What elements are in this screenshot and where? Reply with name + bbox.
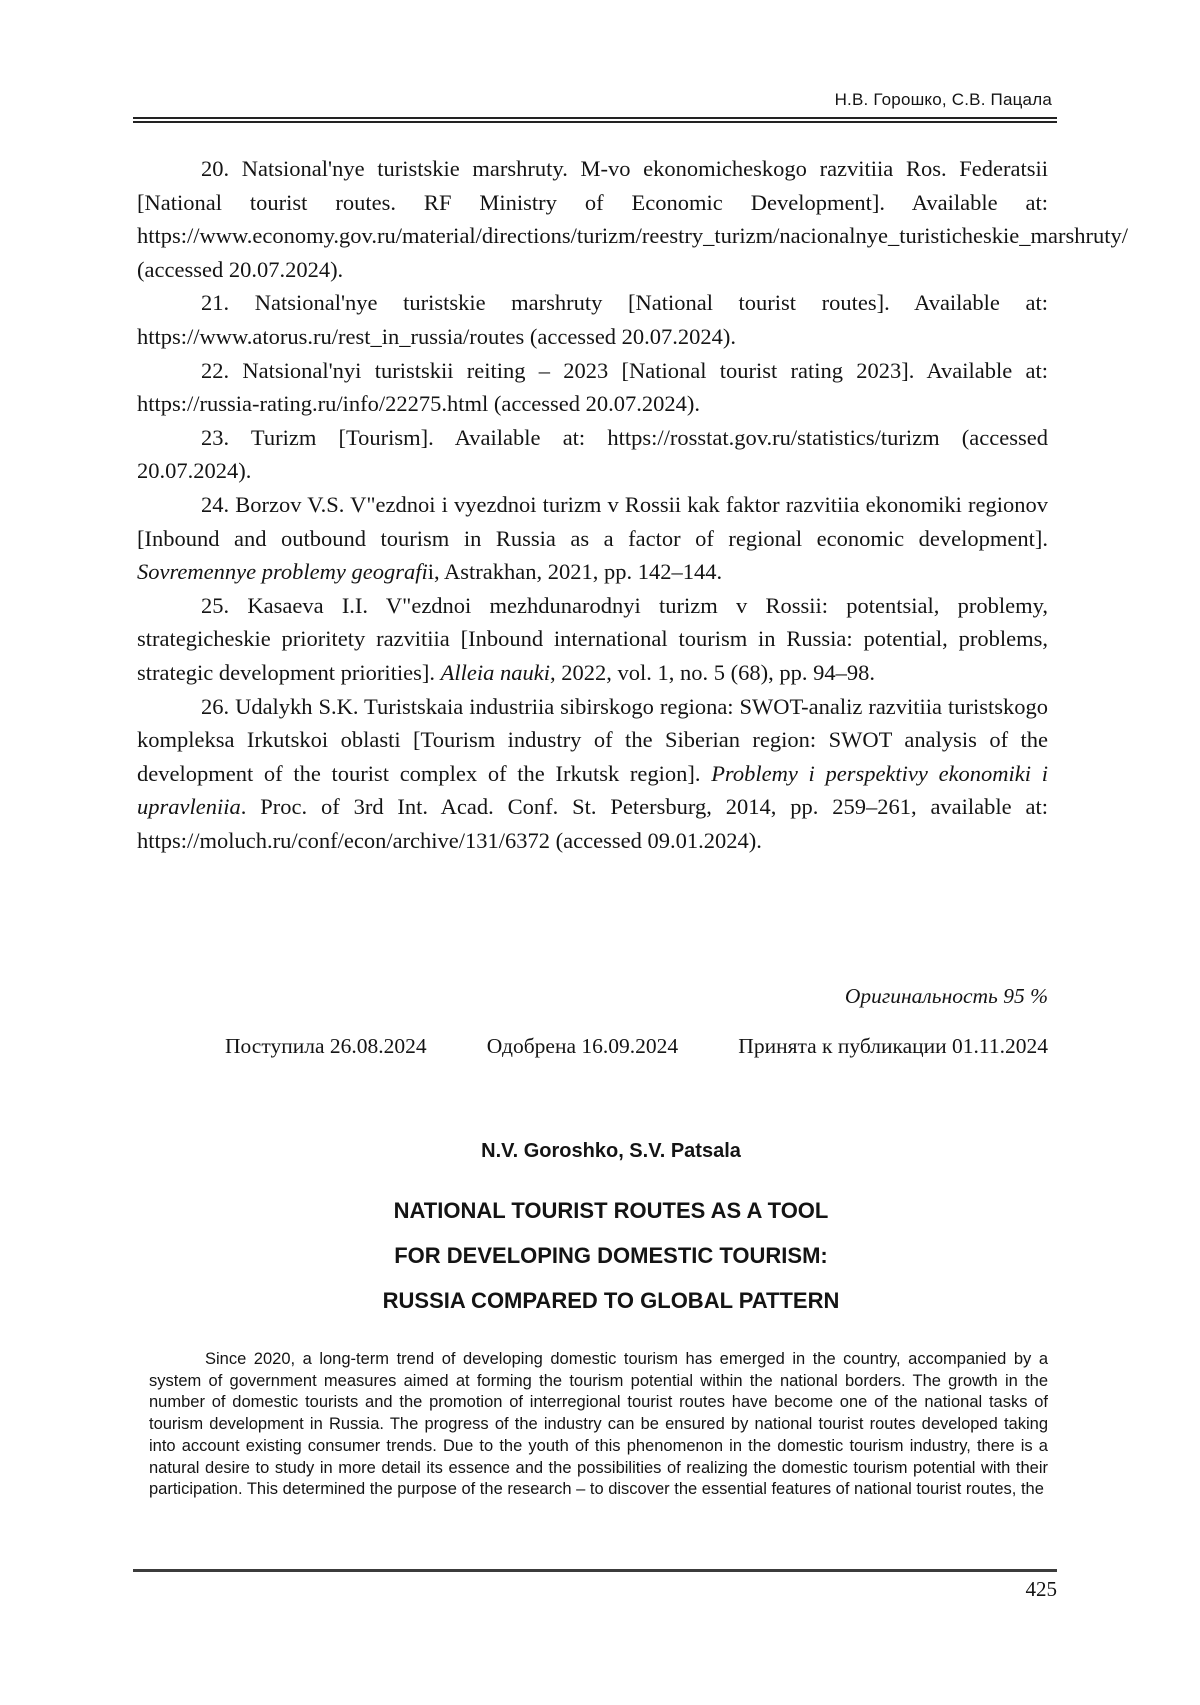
approved-date: Одобрена 16.09.2024 xyxy=(486,1034,679,1058)
page-number: 425 xyxy=(1025,1577,1057,1601)
article-authors: N.V. Goroshko, S.V. Patsala xyxy=(481,1140,741,1162)
reference-item: 23. Turizm [Tourism]. Available at: https://rosstat.gov.ru/statistics/turizm (accessed 20.07.2024). xyxy=(137,424,1048,484)
article-title xyxy=(149,1188,1073,1323)
footer-rule xyxy=(133,1569,1057,1572)
originality-note: Оригинальность 95 % xyxy=(844,984,1048,1008)
article-title-line-3: RUSSIA COMPARED TO GLOBAL PATTERN xyxy=(382,1288,840,1313)
received-date: Поступила 26.08.2024 xyxy=(225,1034,427,1058)
reference-item: 21. Natsional'nye turistskie marshruty [National tourist routes]. Available at: https://www.atorus.ru/rest_in_russia/routes (accessed 20.07.2024). xyxy=(137,290,1048,349)
reference-item: 25. Kasaeva I.I. V"ezdnoi mezhdunarodnyi turizm v Rossii: potentsial, problemy, strategicheskie prioritety razvitiia [Inbound international tourism in Russia: potential, problems, strategic development priorities]. Alleia nauki, 2022, vol. 1, no. 5 (68), pp. 94–98. xyxy=(137,592,1048,685)
header-rule xyxy=(133,117,1057,123)
reference-item: 20. Natsional'nye turistskie marshruty. M-vo ekonomicheskogo razvitiia Ros. Federatsii [National tourist routes. RF Ministry of Economic Development]. Available at: https://www.economy.gov.ru/material/directions/turizm/reestry_turizm/nacionalnye_turisticheskie_marshruty/ (accessed 20.07.2024). xyxy=(137,156,1128,282)
reference-item: 24. Borzov V.S. V"ezdnoi i vyezdnoi turizm v Rossii kak faktor razvitiia ekonomiki regionov [Inbound and outbound tourism in Russia as a factor of regional economic development]. Sovremennye problemy geografii, Astrakhan, 2021, pp. 142–144. xyxy=(137,491,1048,585)
article-title-line-1: NATIONAL TOURIST ROUTES AS A TOOL xyxy=(393,1198,829,1223)
abstract-text: Since 2020, a long-term trend of developing domestic tourism has emerged in the country, accompanied by a system of government measures aimed at forming the tourism potential within the national borders. The growth in the number of domestic tourists and the promotion of interregional tourist routes have become one of the national tasks of tourism development in Russia. The progress of the industry can be ensured by national tourist routes developed taking into account existing consumer trends. Due to the youth of this phenomenon in the domestic tourism industry, there is a natural desire to study in more detail its essence and the possibilities of realizing the domestic tourism potential with their participation. This determined the purpose of the research – to discover the essential features of national tourist routes, the xyxy=(149,1350,1048,1499)
reference-item: 26. Udalykh S.K. Turistskaia industriia sibirskogo regiona: SWOT-analiz razvitiia turistskogo kompleksa Irkutskoi oblasti [Tourism industry of the Siberian region: SWOT analysis of the development of the tourist complex of the Irkutsk region]. Problemy i perspektivy ekonomiki i upravleniia. Proc. of 3rd Int. Acad. Conf. St. Petersburg, 2014, pp. 259–261, available at: https://moluch.ru/conf/econ/archive/131/6372 (accessed 09.01.2024). xyxy=(137,693,1048,853)
running-header-authors: Н.В. Горошко, С.В. Пацала xyxy=(834,90,1052,109)
reference-item: 22. Natsional'nyi turistskii reiting – 2023 [National tourist rating 2023]. Available at: https://russia-rating.ru/info/22275.html (accessed 20.07.2024). xyxy=(137,357,1048,417)
article-title-line-2: FOR DEVELOPING DOMESTIC TOURISM: xyxy=(394,1243,828,1268)
accepted-date: Принята к публикации 01.11.2024 xyxy=(738,1034,1048,1058)
reference-list xyxy=(137,152,1128,857)
dates-row xyxy=(137,1034,1048,1059)
